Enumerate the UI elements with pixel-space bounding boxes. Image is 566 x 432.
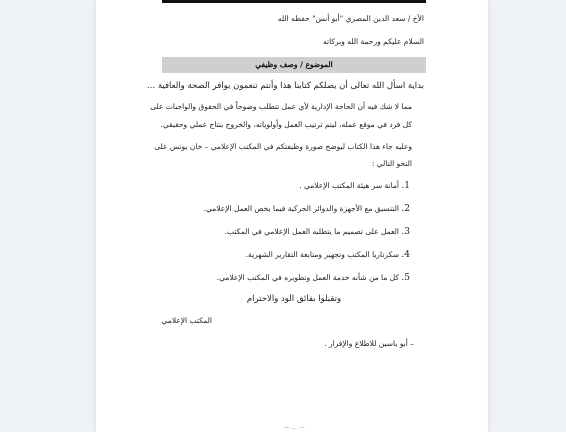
- opening-line: بداية اسأل الله تعالى أن يصلكم كتابنا هذا وأنتم تنعمون بوافر الصحة والعافية ...: [147, 81, 424, 91]
- list-item-number: 1.: [401, 181, 410, 191]
- subject-banner: الموضوع / وصف وظيفي: [162, 57, 426, 73]
- list-item-text: العمل على تصميم ما يتطلبه العمل الإعلامي في المكتب.: [224, 227, 399, 236]
- document-page: [96, 0, 488, 432]
- paragraph1-line2: كل فرد في موقع عمله، ليتم ترتيب العمل وأولوياته، والخروج بنتاج عملي وحقيقي.: [160, 120, 412, 129]
- cc-line: – أبو ياسين للاطلاع والإقرار .: [324, 339, 414, 348]
- list-item-number: 3.: [401, 227, 410, 237]
- list-item-text: أمانة سر هيئة المكتب الإعلامي .: [299, 181, 399, 190]
- list-item-number: 4.: [401, 250, 410, 260]
- sender-line: المكتب الإعلامي: [161, 316, 212, 325]
- list-item: [299, 181, 410, 191]
- list-item-text: سكرتاريا المكتب وتجهيز ومتابعة التقارير الشهرية.: [245, 250, 399, 259]
- footer-mark: — ... —: [283, 424, 305, 431]
- list-item-number: 2.: [401, 204, 410, 214]
- list-item: [217, 273, 410, 283]
- paragraph2-line2: النحو التالي :: [371, 159, 412, 168]
- paragraph1-line1: مما لا شك فيه أن الحاجة الإدارية لأي عمل تتطلب وضوحاً في الحقوق والواجبات على: [150, 102, 412, 111]
- closing-line: وتقبلوا بفائق الود والاحترام: [246, 294, 342, 304]
- list-item: [246, 250, 410, 260]
- list-item-number: 5.: [401, 273, 410, 283]
- list-item: [204, 204, 410, 214]
- greeting-line: الأخ / سعد الدين المصري "أبو أنس" حفظه الله: [277, 14, 424, 23]
- list-item-text: كل ما من شأنه خدمة العمل وتطويره في المكتب الإعلامي.: [216, 273, 399, 282]
- list-item: [225, 227, 410, 237]
- salutation-line: السلام عليكم ورحمة الله وبركاته: [323, 37, 424, 46]
- paragraph2-line1: وعليه جاء هذا الكتاب ليوضح صورة وظيفتكم في المكتب الإعلامي – خان يونس على: [154, 142, 412, 151]
- header-rule: [162, 0, 426, 3]
- list-item-text: التنسيق مع الأجهزة والدوائر الحركية فيما يخص العمل الإعلامي.: [203, 204, 399, 213]
